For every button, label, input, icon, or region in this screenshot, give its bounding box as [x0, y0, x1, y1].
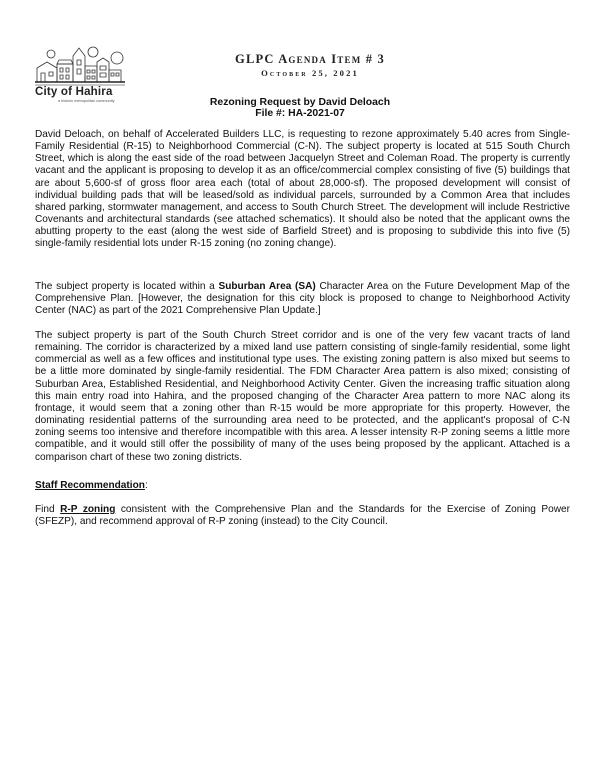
staff-heading-colon: : [144, 480, 148, 491]
city-name: City of Hahira [35, 86, 113, 98]
staff-recommendation-heading [35, 480, 148, 492]
character-area-name: Suburban Area (SA) [218, 281, 316, 292]
city-tagline: a historic metropolitan community [58, 99, 115, 103]
text-segment: Find [35, 504, 61, 515]
text-segment: consistent with the Comprehensive Plan and the Standards for the Exercise of Zoning Power (SFEZP), and recommend approval of R-P zoning (instead) to the City Council. [35, 504, 570, 528]
request-title: Rezoning Request by David Deloach [209, 97, 391, 108]
paragraph-character-area [35, 281, 570, 317]
agenda-item-title: GLPC Agenda Item # 3 [235, 52, 385, 66]
text-segment: The subject property is located within a [35, 281, 219, 292]
paragraph-recommendation [35, 504, 570, 528]
agenda-date: October 25, 2021 [261, 68, 359, 78]
text-segment: Character Area on the Future Development Map of the Comprehensive Plan. [However, the designation for this city block is proposed to change to Neighborhood Activity Center (NAC) as part of the 2021 Comprehensive Plan Update.] [35, 281, 571, 317]
staff-heading-text: Staff Recommendation [35, 480, 145, 491]
file-number: File #: HA-2021-07 [255, 108, 345, 119]
city-skyline-icon [33, 42, 128, 88]
paragraph-corridor-analysis: The subject property is part of the South Church Street corridor and is one of the very few vacant tracts of land remaining. The corridor is characterized by a mixed land use pattern consisting of single-family residential, some light commercial as well as a few offices and institutional type uses. The existing zoning pattern is also mixed but seems to be a little more dominated by single-family residential. The FDM Character Area pattern is also mixed; consisting of Suburban Area, Established Residential, and Neighborhood Activity Center. Given the increasing traffic situation along this main entry road into Hahira, and the proposed changing of the Character Area pattern to more NAC along its frontage, it would seem that a zoning other than R-15 would be more appropriate for this property. However, the dominating residential patterns of the surrounding area need to be protected, and the applicant's proposal of C-N zoning seems too intensive and therefore incompatible with this area. A lesser intensity R-P zoning seems a little more compatible, and it would still offer the possibility of many of the uses being proposed by the applicant. Attached is a comparison chart of these two zoning districts. [35, 330, 570, 463]
recommended-zoning: R-P zoning [60, 504, 116, 515]
paragraph-request-summary: David Deloach, on behalf of Accelerated Builders LLC, is requesting to rezone approximately 5.40 acres from Single-Family Residential (R-15) to Neighborhood Commercial (C-N). The subject property is located at 515 South Church Street, which is along the east side of the road between Jacquelyn Street and Coleman Road. The property is currently vacant and the applicant is proposing to develop it as an office/commercial complex consisting of five (5) buildings that are about 5,600-sf of gross floor area each (total of about 28,000-sf). The proposed development will consist of individual building pads that will be leased/sold as individual parcels, surrounded by a Common Area that includes shared parking, stormwater management, and access to South Church Street. The development will include Restrictive Covenants and architectural standards (see attached schematics). It should also be noted that the applicant owns the abutting property to the east (along the west side of Barfield Street) and is proposing to subdivide this into five (5) single-family residential lots under R-15 zoning (no zoning change). [35, 129, 570, 250]
